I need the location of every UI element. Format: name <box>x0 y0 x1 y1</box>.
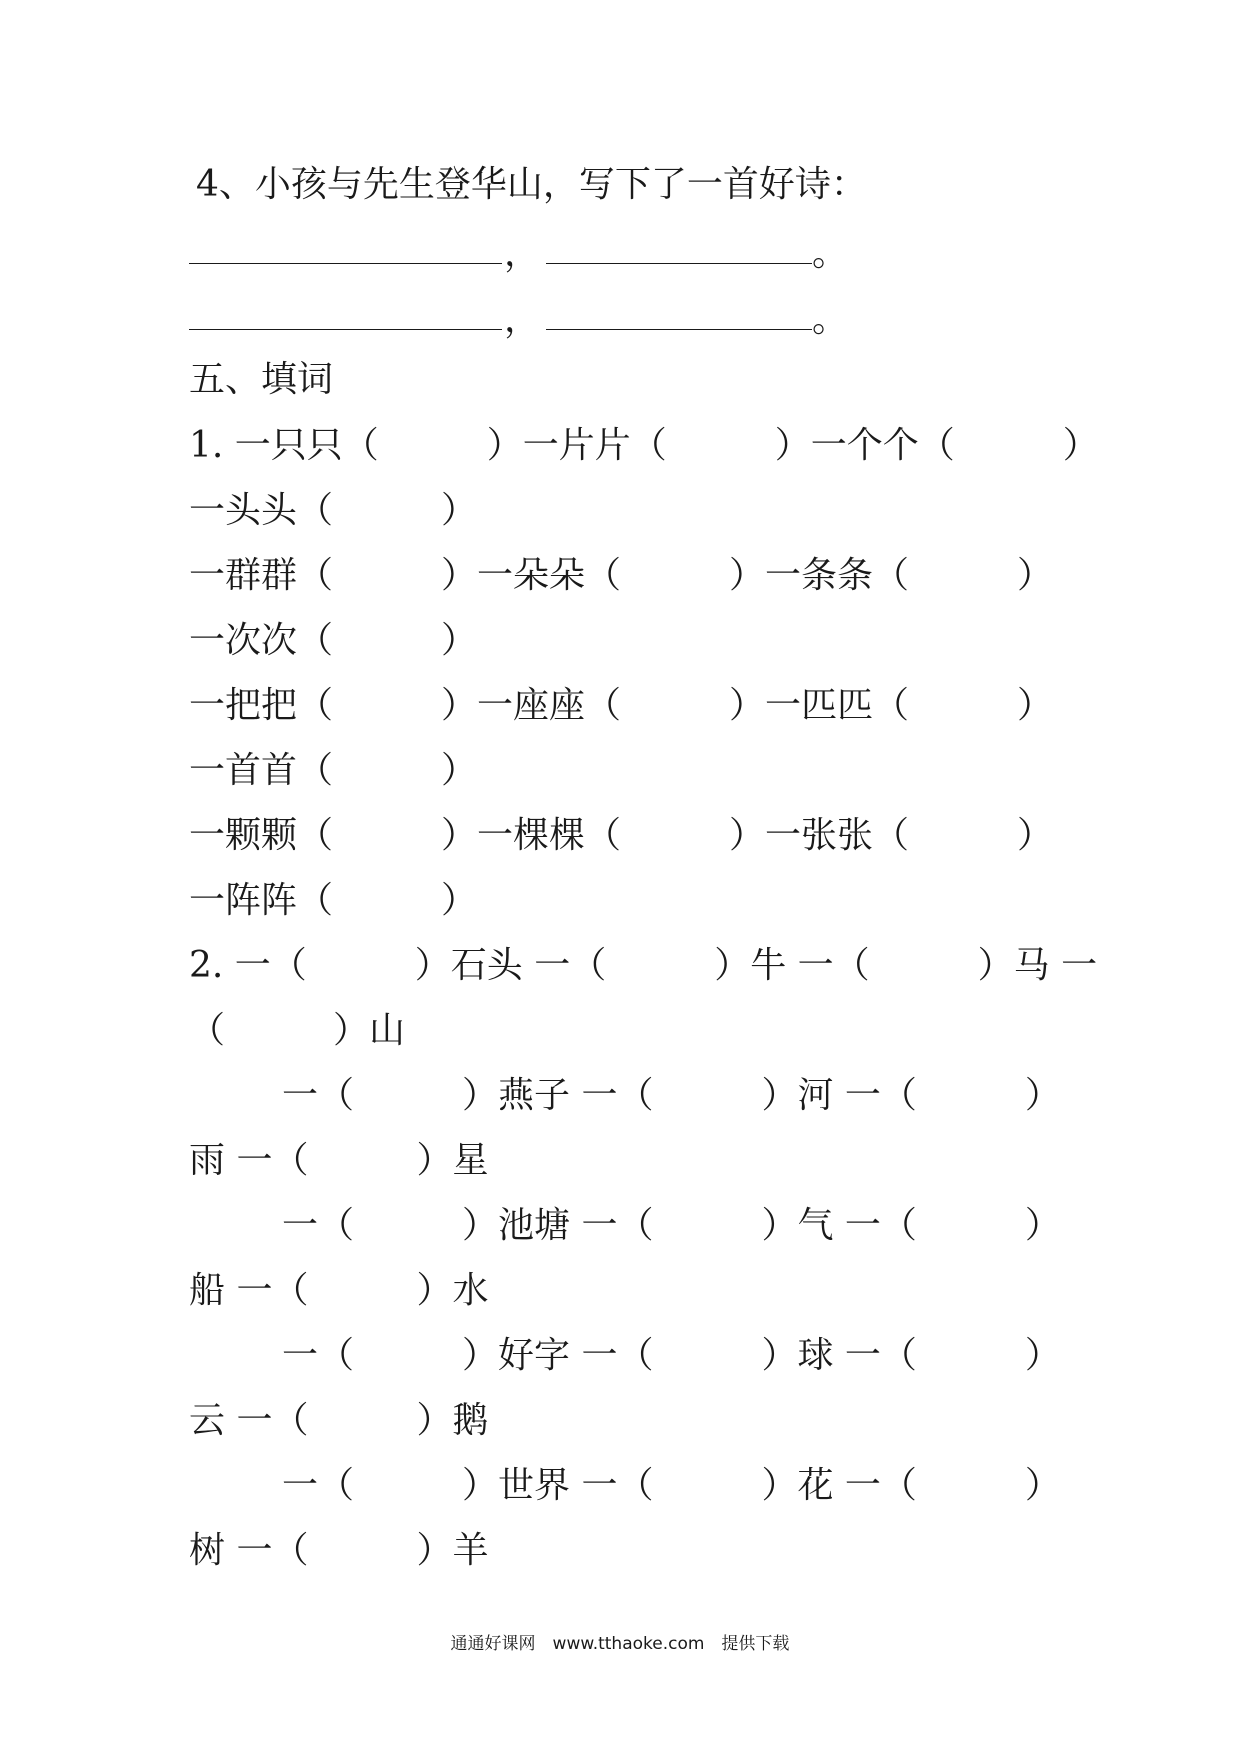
poem-blank-1[interactable] <box>189 263 502 264</box>
part2-line: 一（ ）池塘 一（ ）气 一（ ） <box>282 1205 1061 1246</box>
part1-line: 一把把（ ）一座座（ ）一匹匹（ ） <box>189 685 1054 726</box>
section-5-heading: 五、填词 <box>189 359 334 400</box>
question-4-prompt: 4、小孩与先生登华山，写下了一首好诗： <box>196 164 867 205</box>
part1-line: 1. 一只只（ ）一片片（ ）一个个（ ） <box>189 425 1099 466</box>
part2-line: 一（ ）好字 一（ ）球 一（ ） <box>282 1335 1061 1376</box>
poem-blank-3[interactable] <box>189 329 502 330</box>
poem-blank-2[interactable] <box>546 263 812 264</box>
part2-line: （ ）山 <box>189 1010 406 1051</box>
part1-line: 一阵阵（ ） <box>189 880 478 921</box>
part1-line: 一次次（ ） <box>189 620 478 661</box>
poem-period-2: 。 <box>812 299 849 340</box>
poem-period-1: 。 <box>812 233 849 274</box>
part2-line: 树 一（ ）羊 <box>189 1530 489 1571</box>
part2-line: 云 一（ ）鹅 <box>189 1400 489 1441</box>
page-footer: 通通好课网 www.tthaoke.com 提供下载 <box>450 1634 790 1654</box>
part2-line: 2. 一（ ）石头 一（ ）牛 一（ ）马 一 <box>189 945 1098 986</box>
part1-line: 一首首（ ） <box>189 750 478 791</box>
poem-comma-2: ， <box>504 299 541 340</box>
part2-line: 一（ ）世界 一（ ）花 一（ ） <box>282 1465 1061 1506</box>
part1-line: 一头头（ ） <box>189 490 478 531</box>
part2-line: 一（ ）燕子 一（ ）河 一（ ） <box>282 1075 1061 1116</box>
part2-line: 船 一（ ）水 <box>189 1270 489 1311</box>
part1-line: 一颗颗（ ）一棵棵（ ）一张张（ ） <box>189 815 1054 856</box>
part2-line: 雨 一（ ）星 <box>189 1140 489 1181</box>
poem-blank-4[interactable] <box>546 329 812 330</box>
poem-comma-1: ， <box>504 233 541 274</box>
part1-line: 一群群（ ）一朵朵（ ）一条条（ ） <box>189 555 1054 596</box>
